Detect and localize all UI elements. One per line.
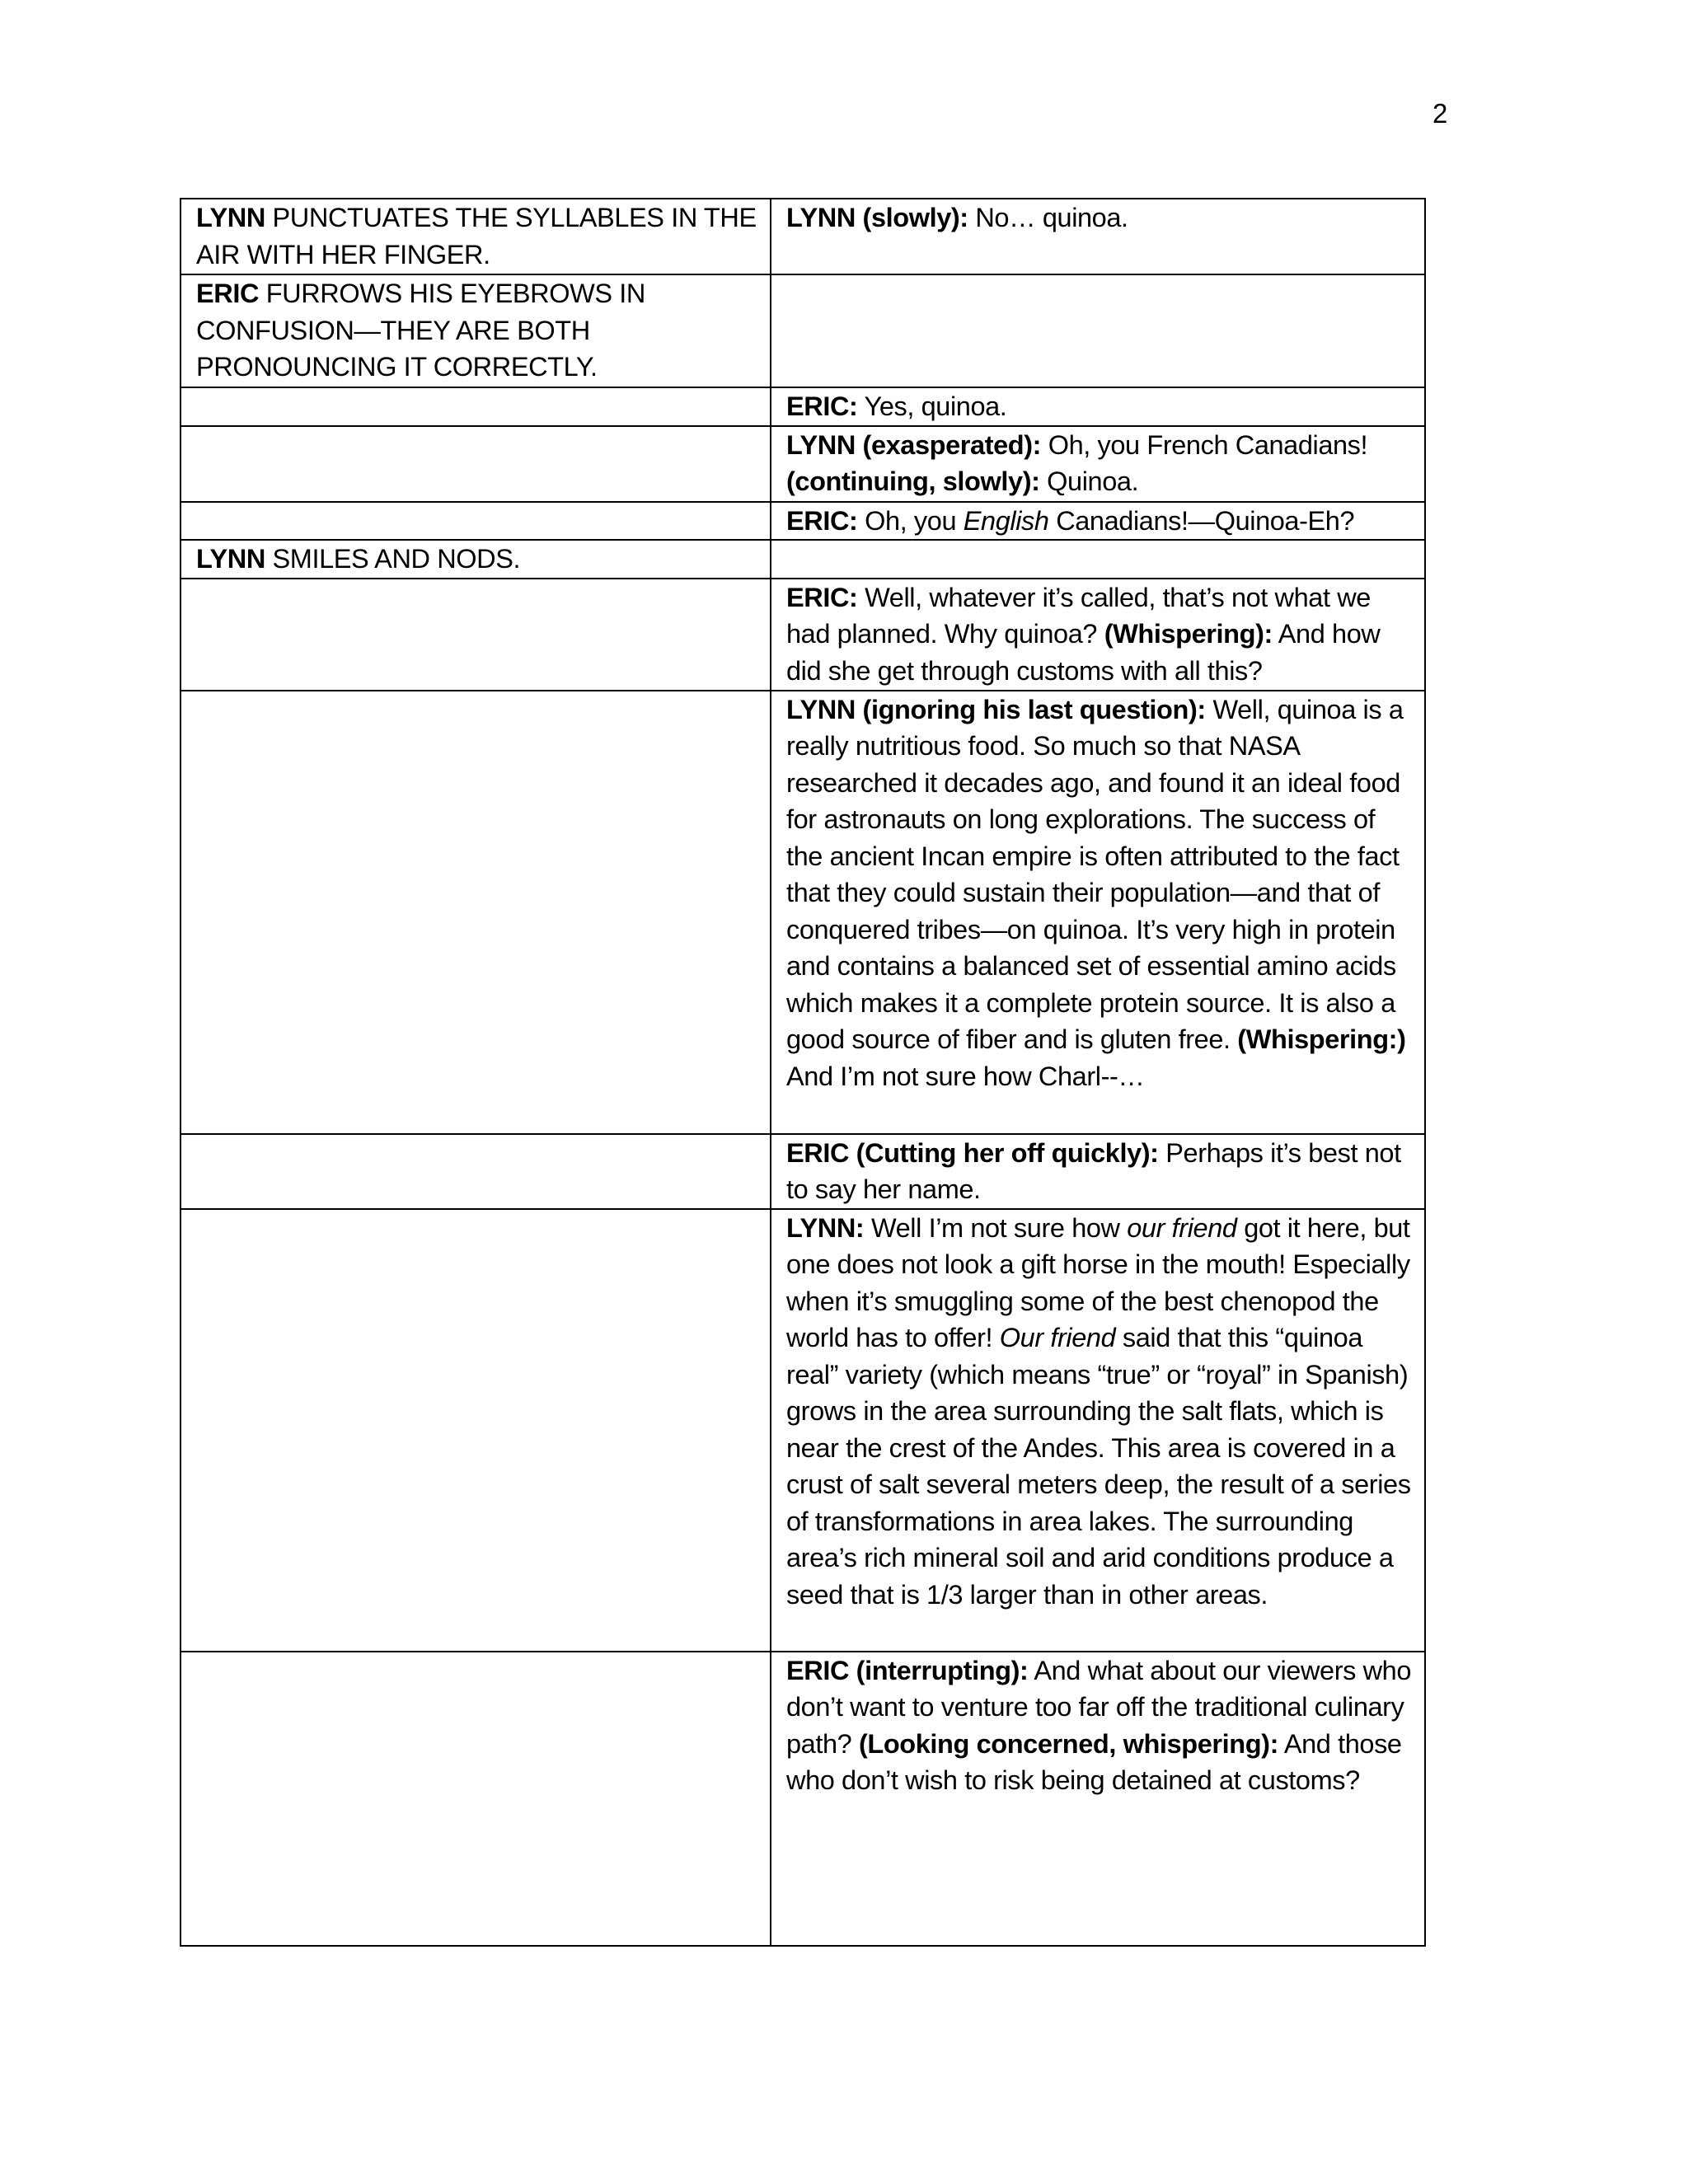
speaker-name: ERIC [196,279,260,308]
dialogue-speaker-tag: LYNN (exasperated): [786,429,1042,460]
speaker-name: LYNN [196,544,265,574]
dialogue-direction-tag: (Whispering:) [1237,1024,1406,1054]
script-row-4 [181,426,1425,502]
stage-direction-cell-empty [181,579,771,691]
script-row-6 [181,540,1425,579]
dialogue-text: Well, quinoa is a really nutritious food. So much so that NASA researched it decades ago, and found it an ideal food for astronauts on long explorations. The success of the ancient Incan empire is often attributed to the fact that they could sustain their population—and that of conquered tribes—on quinoa. It’s very high in protein and contains a balanced set of essential amino acids which makes it a complete protein source. It is also a good source of fiber and is gluten free. [786,694,1404,1054]
dialogue-direction-tag: (Looking concerned, whispering): [858,1728,1278,1759]
script-row-2 [181,274,1425,387]
dialogue-direction-tag: (continuing, slowly): [786,466,1040,496]
dialogue-cell [771,502,1425,541]
dialogue-text: And how did she get through customs with all this? [786,619,1381,686]
stage-direction-cell-empty [181,1209,771,1652]
dialogue-cell [771,579,1425,691]
speaker-name: LYNN [196,203,265,232]
dialogue-speaker-tag: ERIC (interrupting): [786,1655,1029,1685]
script-row-3 [181,387,1425,426]
script-row-10 [181,1209,1425,1652]
stage-direction-cell [181,274,771,387]
stage-direction-text: FURROWS HIS EYEBROWS IN CONFUSION—THEY ARE BOTH PRONOUNCING IT CORRECTLY. [196,279,645,382]
dialogue-text: Canadians!—Quinoa-Eh? [1048,505,1355,536]
dialogue-speaker-tag: LYNN (ignoring his last question): [786,694,1206,724]
dialogue-cell [771,1652,1425,1946]
dialogue-cell [771,426,1425,502]
dialogue-cell [771,1134,1425,1209]
script-row-1 [181,199,1425,274]
dialogue-cell [771,387,1425,426]
dialogue-text: Oh, you French Canadians! [1041,429,1368,460]
dialogue-speaker-tag: ERIC (Cutting her off quickly): [786,1137,1159,1168]
dialogue-text: And I’m not sure how Charl--… [786,1061,1145,1091]
dialogue-text: said that this “quinoa real” variety (which means “true” or “royal” in Spanish) grows in the area surrounding the salt flats, which is near the crest of the Andes. This area is covered in a crust of salt several meters deep, the result of a series of transformations in area lakes. The surrounding area’s rich mineral soil and arid conditions produce a seed that is 1/3 larger than in other areas. [786,1323,1411,1610]
script-table [180,198,1426,1947]
dialogue-cell [771,199,1425,274]
dialogue-text: And what about our viewers who don’t want to venture too far off the traditional culinary path? [786,1655,1412,1759]
script-row-9 [181,1134,1425,1209]
dialogue-emphasis: our friend [1127,1212,1237,1243]
dialogue-emphasis: Our friend [999,1323,1116,1352]
dialogue-speaker-tag: ERIC: [786,582,858,612]
dialogue-speaker-tag: ERIC: [786,505,858,536]
stage-direction-text: SMILES AND NODS. [265,544,521,574]
dialogue-emphasis: English [963,505,1049,536]
dialogue-text: Perhaps it’s best not to say her name. [786,1137,1401,1204]
dialogue-text: Oh, you [857,505,964,536]
page-number: 2 [1432,98,1448,129]
stage-direction-cell-empty [181,691,771,1134]
stage-direction-text: PUNCTUATES THE SYLLABLES IN THE AIR WITH HER FINGER. [196,203,757,269]
script-row-8 [181,691,1425,1134]
dialogue-cell [771,691,1425,1134]
dialogue-text: Yes, quinoa. [857,391,1007,421]
dialogue-cell-empty [771,274,1425,387]
dialogue-text: Well, whatever it’s called, that’s not what we had planned. Why quinoa? [786,582,1371,649]
dialogue-text: Well I’m not sure how [864,1212,1128,1243]
dialogue-speaker-tag: ERIC: [786,391,858,421]
dialogue-text: And those who don’t wish to risk being detained at customs? [786,1728,1402,1795]
stage-direction-cell-empty [181,426,771,502]
dialogue-speaker-tag: LYNN: [786,1212,865,1243]
dialogue-cell [771,1209,1425,1652]
dialogue-text: got it here, but one does not look a gift horse in the mouth! Especially when it’s smuggling some of the best chenopod the world has to offer! [786,1212,1410,1352]
stage-direction-cell-empty [181,1652,771,1946]
dialogue-speaker-tag: LYNN (slowly): [786,203,968,232]
stage-direction-cell-empty [181,502,771,541]
stage-direction-cell-empty [181,1134,771,1209]
script-row-11 [181,1652,1425,1946]
script-row-7 [181,579,1425,691]
stage-direction-cell [181,540,771,579]
dialogue-direction-tag: (Whispering): [1104,619,1273,649]
stage-direction-cell [181,199,771,274]
script-row-5 [181,502,1425,541]
dialogue-cell-empty [771,540,1425,579]
dialogue-text: No… quinoa. [968,203,1128,232]
dialogue-text: Quinoa. [1039,466,1139,496]
stage-direction-cell-empty [181,387,771,426]
